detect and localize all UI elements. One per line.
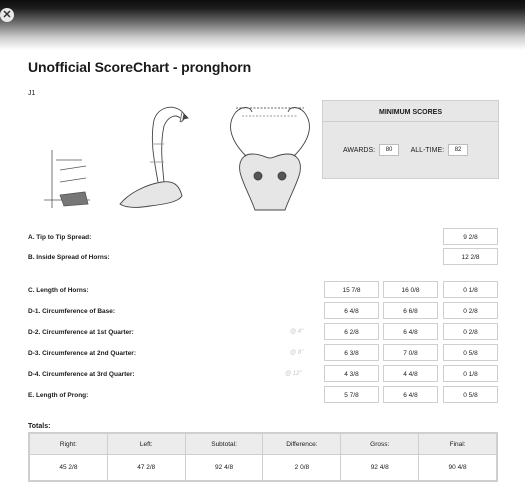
diff-cell-a: 9 2/8 (443, 228, 498, 245)
minimum-scores-heading: MINIMUM SCORES (379, 109, 442, 116)
totals-table (28, 432, 498, 482)
minimum-scores-row (323, 144, 498, 156)
pronghorn-front-skull (231, 108, 310, 211)
measure-label-d2: D-2. Circumference at 1st Quarter: (28, 329, 134, 336)
left-cell-d3: 7 0/8 (383, 344, 438, 361)
right-cell-d3: 6 3/8 (324, 344, 379, 361)
diff-cell-d2: 0 2/8 (443, 323, 498, 340)
totals-value-left: 47 2/8 (107, 455, 185, 481)
measure-label-d4: D-4. Circumference at 3rd Quarter: (28, 371, 135, 378)
measure-label-d3: D-3. Circumference at 2nd Quarter: (28, 350, 137, 357)
diff-cell-c: 0 1/8 (443, 281, 498, 298)
diff-cell-d1: 0 2/8 (443, 302, 498, 319)
totals-value-gross: 92 4/8 (341, 455, 419, 481)
horn-base-detail (44, 150, 90, 208)
measure-label-b: B. Inside Spread of Horns: (28, 254, 110, 261)
measure-label-d1: D-1. Circumference of Base: (28, 308, 116, 315)
pronghorn-side-skull (120, 107, 188, 207)
totals-value-difference: 2 0/8 (263, 455, 341, 481)
awards-value: 80 (379, 144, 399, 156)
right-cell-e: 5 7/8 (324, 386, 379, 403)
window-top-bar (0, 0, 525, 50)
totals-value-row (30, 455, 497, 481)
right-cell-d4: 4 3/8 (324, 365, 379, 382)
totals-header-left: Left: (107, 434, 185, 455)
totals-header-difference: Difference: (263, 434, 341, 455)
page-title: Unofficial ScoreChart - pronghorn (28, 59, 252, 75)
left-cell-c: 16 0/8 (383, 281, 438, 298)
diff-cell-d4: 0 1/8 (443, 365, 498, 382)
diff-cell-d3: 0 5/8 (443, 344, 498, 361)
totals-header-subtotal: Subtotal: (185, 434, 263, 455)
minimum-scores-panel (322, 100, 499, 179)
measure-label-a: A. Tip to Tip Spread: (28, 234, 92, 241)
diff-cell-e: 0 5/8 (443, 386, 498, 403)
measure-hint-d3: @ 8" (290, 350, 304, 356)
diff-cell-b: 12 2/8 (443, 248, 498, 265)
awards-label: AWARDS: (342, 146, 376, 154)
totals-value-subtotal: 92 4/8 (185, 455, 263, 481)
right-cell-d2: 6 2/8 (324, 323, 379, 340)
chart-code: J1 (28, 90, 36, 97)
totals-header-final: Final: (419, 434, 497, 455)
measure-hint-d4: @ 12" (285, 371, 302, 377)
totals-header-right: Right: (30, 434, 108, 455)
close-icon: ✕ (2, 9, 12, 21)
totals-heading: Totals: (28, 423, 51, 430)
measure-hint-d2: @ 4" (290, 329, 304, 335)
measure-label-c: C. Length of Horns: (28, 287, 89, 294)
measure-label-e: E. Length of Prong: (28, 392, 89, 399)
totals-header-gross: Gross: (341, 434, 419, 455)
totals-value-right: 45 2/8 (30, 455, 108, 481)
left-cell-e: 6 4/8 (383, 386, 438, 403)
totals-value-final: 90 4/8 (419, 455, 497, 481)
left-cell-d2: 6 4/8 (383, 323, 438, 340)
right-cell-c: 15 7/8 (324, 281, 379, 298)
alltime-value: 82 (448, 144, 468, 156)
measurement-diagram (30, 100, 320, 220)
right-cell-d1: 6 4/8 (324, 302, 379, 319)
totals-header-row (30, 434, 497, 455)
left-cell-d4: 4 4/8 (383, 365, 438, 382)
close-button[interactable] (0, 8, 14, 22)
divider (323, 121, 498, 122)
alltime-label: ALL-TIME: (410, 146, 445, 154)
left-cell-d1: 6 6/8 (383, 302, 438, 319)
